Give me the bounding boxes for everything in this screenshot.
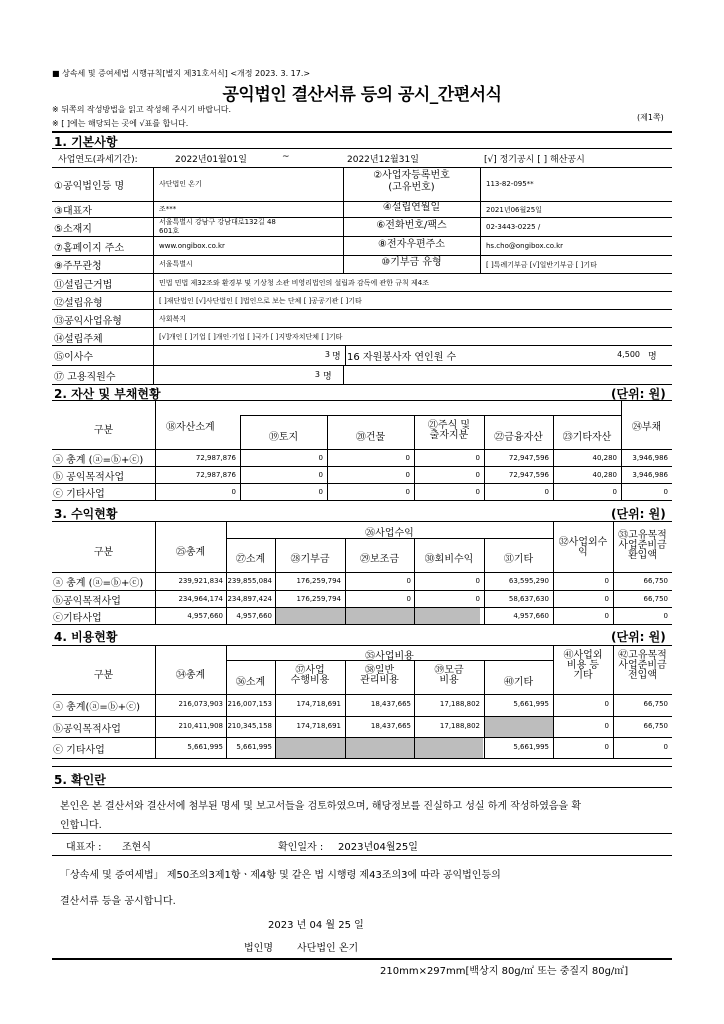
- basic-row-label: ⑤소재지: [54, 224, 92, 235]
- asset-value: 0: [475, 471, 480, 479]
- expense-value: 174,718,691: [296, 700, 341, 708]
- expense-subtotal-header: ㊱소계: [235, 677, 266, 688]
- expense-value: 5,661,995: [187, 743, 223, 751]
- expense-fundraising-header: ㊴모금 비용: [434, 665, 464, 686]
- employees-label: ⑰ 고용직원수: [54, 372, 116, 383]
- basic-row-value: 사단법인 온기: [159, 180, 202, 188]
- expense-row-label: ⓑ공익목적사업: [53, 724, 121, 735]
- expense-value: 17,188,802: [439, 722, 480, 730]
- basic-row-label: ⑥전화번호/팩스: [376, 220, 447, 231]
- assets-gubun-header: 구분: [93, 425, 114, 436]
- income-value: 0: [604, 612, 609, 620]
- income-gubun-header: 구분: [93, 547, 114, 558]
- income-value: 234,897,424: [227, 595, 272, 603]
- asset-row-label: ⓐ 총계 (ⓐ=ⓑ+ⓒ): [53, 455, 144, 466]
- expense-value: 18,437,665: [370, 700, 411, 708]
- law-disclosure-text: 「상속세 및 증여세법」 제50조의3제1항ㆍ제4항 및 같은 법 시행령 제43조의3에 따라 공익법인등의: [60, 870, 501, 881]
- volunteer-unit: 명: [648, 352, 657, 362]
- basic-row-label: ⑦홈페이지 주소: [54, 243, 125, 254]
- income-value: 4,957,660: [513, 612, 549, 620]
- expense-value: 210,411,908: [178, 722, 223, 730]
- rep-label: 대표자 :: [66, 842, 102, 853]
- asset-value: 0: [231, 488, 236, 496]
- expense-value: 0: [604, 743, 609, 751]
- law-disclosure-text-cont: 결산서류 등을 공시합니다.: [60, 896, 176, 907]
- income-row-label: ⓒ기타사업: [53, 613, 102, 624]
- income-donation-header: ㉘기부금: [290, 554, 330, 565]
- asset-value: 3,946,986: [632, 454, 668, 462]
- income-value: 58,637,630: [508, 595, 549, 603]
- disclosure-type: [√] 정기공시 [ ] 해산공시: [484, 155, 585, 165]
- sign-date: 2023 년 04 월 25 일: [268, 920, 364, 931]
- income-value: 176,259,794: [296, 577, 341, 585]
- basic-row-value: 서울특별시: [159, 260, 193, 268]
- asset-value: 0: [612, 488, 617, 496]
- basic-row-value: 서울특별시 강남구 강남대로132길 48 601호: [159, 218, 276, 235]
- income-unit: (단위: 원): [611, 507, 666, 521]
- asset-value: 0: [475, 488, 480, 496]
- basic-row-value: hs.cho@ongibox.co.kr: [486, 242, 564, 250]
- income-value: 0: [604, 595, 609, 603]
- asset-value: 0: [318, 488, 323, 496]
- note-checkmark: ※ [ ]에는 해당되는 곳에 √표를 합니다.: [52, 119, 189, 128]
- income-value: 0: [406, 577, 411, 585]
- type-value: [ ]재단법인 [√]사단법인 [ ]법인으로 보는 단체 [ ]공공기관 [ ]기타: [159, 297, 362, 305]
- asset-row-label: ⓑ 공익목적사업: [53, 472, 125, 483]
- corp-name: 사단법인 온기: [297, 943, 359, 954]
- employees-value: 3: [314, 370, 320, 379]
- assets-other-header: ㉓기타자산: [562, 432, 612, 443]
- expense-value: 174,718,691: [296, 722, 341, 730]
- volunteer-value: 4,500: [617, 350, 640, 359]
- assets-stock-header: ㉑주식 및 출자지분: [427, 420, 471, 441]
- expense-value: 5,661,995: [513, 700, 549, 708]
- confirm-date-label: 확인일자 :: [278, 842, 324, 853]
- basic-row-value: 조***: [159, 205, 177, 213]
- asset-value: 72,947,596: [508, 471, 549, 479]
- note-instructions: ※ 뒤쪽의 작성방법을 읽고 작성해 주시기 바랍니다.: [52, 105, 232, 114]
- directors-unit: 명: [332, 352, 341, 362]
- asset-value: 0: [544, 488, 549, 496]
- expense-value: 5,661,995: [236, 743, 272, 751]
- biz-label: ⑬공익사업유형: [54, 316, 122, 327]
- assets-total-header: ⑱자산소계: [166, 422, 215, 433]
- income-fee-header: ㉚회비수익: [424, 554, 474, 565]
- asset-value: 40,280: [592, 471, 617, 479]
- income-reserve-header: ㉝고유목적 사업준비금 환입액: [618, 530, 667, 561]
- expense-value: 0: [604, 722, 609, 730]
- asset-value: 72,987,876: [195, 454, 236, 462]
- founder-value: [√]개인 [ ]기업 [ ]개인·기업 [ ]국가 [ ]지방자치단체 [ ]기타: [159, 333, 343, 341]
- basic-row-label: ⑩기부금 유형: [381, 257, 442, 268]
- directors-label: ⑮이사수: [54, 352, 93, 363]
- period-label: 사업연도(과세기간):: [58, 155, 138, 165]
- income-subtotal-header: ㉗소계: [235, 554, 266, 565]
- assets-land-header: ⑲토지: [268, 432, 299, 443]
- basic-row-value: [ ]특례기부금 [√]일반기부금 [ ]기타: [486, 261, 597, 269]
- asset-value: 0: [405, 471, 410, 479]
- income-row-label: ⓑ공익목적사업: [53, 596, 121, 607]
- income-value: 0: [475, 595, 480, 603]
- form-rule: ■ 상속세 및 증여세법 시행규칙[별지 제31호서식] <개정 2023. 3. 17.>: [52, 69, 311, 78]
- asset-row-label: ⓒ 기타사업: [53, 489, 105, 500]
- founder-label: ⑭설립주체: [54, 334, 103, 345]
- period-tilde: ~: [282, 152, 290, 162]
- section-basic-title: 1. 기본사항: [54, 135, 118, 149]
- section-assets-title: 2. 자산 및 부채현황: [54, 387, 161, 401]
- rep-name: 조현식: [122, 842, 151, 853]
- asset-value: 0: [318, 471, 323, 479]
- expense-row-label: ⓐ 총계(ⓐ=ⓑ+ⓒ): [53, 702, 141, 713]
- section-confirm-title: 5. 확인란: [54, 773, 106, 787]
- law-value: 민법 민법 제32조와 환경부 및 기상청 소관 비영리법인의 설립과 감독에 관한 규칙 제4조: [159, 279, 429, 287]
- expense-admin-header: ㊳일반 관리비용: [360, 665, 399, 686]
- assets-building-header: ⑳건물: [355, 432, 386, 443]
- income-other-header: ㉛기타: [503, 554, 534, 565]
- period-end: 2022년12월31일: [347, 155, 419, 165]
- income-total-header: ㉕총계: [175, 547, 206, 558]
- asset-value: 0: [663, 488, 668, 496]
- asset-value: 0: [405, 488, 410, 496]
- income-value: 0: [604, 577, 609, 585]
- basic-row-value: 02-3443-0225 /: [486, 223, 541, 231]
- basic-row-value: 2021년06월25일: [486, 206, 542, 214]
- assets-financial-header: ㉒금융자산: [494, 432, 543, 443]
- asset-value: 3,946,986: [632, 471, 668, 479]
- income-biz-header: ㉖사업수익: [365, 528, 414, 539]
- basic-row-label: ⑨주무관청: [54, 261, 102, 272]
- basic-row-value: 113-82-095**: [486, 180, 534, 188]
- income-value: 239,921,834: [178, 577, 223, 585]
- section-income-title: 3. 수익현황: [54, 507, 118, 521]
- basic-row-label: ①공익법인등 명: [54, 181, 125, 192]
- income-value: 63,595,290: [508, 577, 549, 585]
- income-value: 0: [663, 612, 668, 620]
- expense-row-label: ⓒ 기타사업: [53, 745, 105, 756]
- assets-unit: (단위: 원): [611, 387, 666, 401]
- expense-value: 17,188,802: [439, 700, 480, 708]
- corp-label: 법인명: [244, 943, 273, 954]
- asset-value: 0: [405, 454, 410, 462]
- income-value: 66,750: [643, 595, 668, 603]
- income-value: 176,259,794: [296, 595, 341, 603]
- income-value: 4,957,660: [187, 612, 223, 620]
- income-value: 66,750: [643, 577, 668, 585]
- expense-biz-header: ㉟사업비용: [365, 651, 414, 662]
- asset-value: 72,947,596: [508, 454, 549, 462]
- income-nonbiz-header: ㉜사업외수 익: [558, 537, 608, 558]
- law-label: ⑪설립근거법: [54, 280, 113, 291]
- income-value: 0: [406, 595, 411, 603]
- basic-row-label: ⑧전자우편주소: [378, 239, 445, 250]
- income-value: 234,964,174: [178, 595, 223, 603]
- income-subsidy-header: ㉙보조금: [360, 554, 399, 565]
- expense-reserve-header: ㊷고유목적 사업준비금 전입액: [618, 650, 667, 681]
- expense-gubun-header: 구분: [93, 670, 114, 681]
- expense-value: 216,007,153: [227, 700, 272, 708]
- asset-value: 0: [475, 454, 480, 462]
- expense-value: 0: [604, 700, 609, 708]
- confirm-statement-cont: 인합니다.: [60, 820, 102, 831]
- expense-total-header: ㉞총계: [175, 670, 206, 681]
- section-expense-title: 4. 비용현황: [54, 630, 118, 644]
- expense-unit: (단위: 원): [611, 630, 666, 644]
- biz-value: 사회복지: [159, 315, 187, 323]
- type-label: ⑫설립유형: [54, 298, 103, 309]
- basic-row-value: www.ongibox.co.kr: [159, 242, 225, 250]
- asset-value: 40,280: [592, 454, 617, 462]
- asset-value: 0: [318, 454, 323, 462]
- confirm-statement: 본인은 본 결산서와 결산서에 첨부된 명세 및 보고서들을 검토하였으며, 해당정보를 진실하고 성실 하게 작성하였음을 확: [60, 801, 582, 812]
- expense-value: 0: [663, 743, 668, 751]
- expense-other-header: ㊵기타: [503, 677, 534, 688]
- income-value: 0: [475, 577, 480, 585]
- volunteer-label: 16 자원봉사자 연인원 수: [347, 352, 457, 363]
- expense-value: 18,437,665: [370, 722, 411, 730]
- expense-value: 66,750: [643, 700, 668, 708]
- expense-nonbiz-header: ㊶사업외 비용 등 기타: [563, 650, 603, 681]
- income-value: 4,957,660: [236, 612, 272, 620]
- period-start: 2022년01월01일: [175, 155, 247, 165]
- expense-value: 5,661,995: [513, 743, 549, 751]
- directors-value: 3: [324, 350, 330, 359]
- asset-value: 72,987,876: [195, 471, 236, 479]
- employees-unit: 명: [323, 372, 332, 382]
- page-title: 공익법인 결산서류 등의 공시_간편서식: [222, 85, 502, 105]
- page-number: (제1쪽): [637, 113, 664, 122]
- expense-value: 216,073,903: [178, 700, 223, 708]
- basic-row-label: ③대표자: [54, 206, 92, 217]
- income-row-label: ⓐ 총계 (ⓐ=ⓑ+ⓒ): [53, 578, 144, 589]
- basic-row-label: ②사업자등록번호 (고유번호): [373, 170, 450, 193]
- expense-program-header: ㊲사업 수행비용: [290, 665, 330, 686]
- paper-spec: 210mm×297mm[백상지 80g/㎡ 또는 중질지 80g/㎡]: [380, 966, 629, 977]
- income-value: 239,855,084: [227, 577, 272, 585]
- assets-debt-header: ㉔부채: [631, 422, 662, 433]
- confirm-date-value: 2023년04월25일: [338, 842, 418, 853]
- expense-value: 210,345,158: [227, 722, 272, 730]
- expense-value: 66,750: [643, 722, 668, 730]
- basic-row-label: ④설립연월일: [382, 202, 441, 213]
